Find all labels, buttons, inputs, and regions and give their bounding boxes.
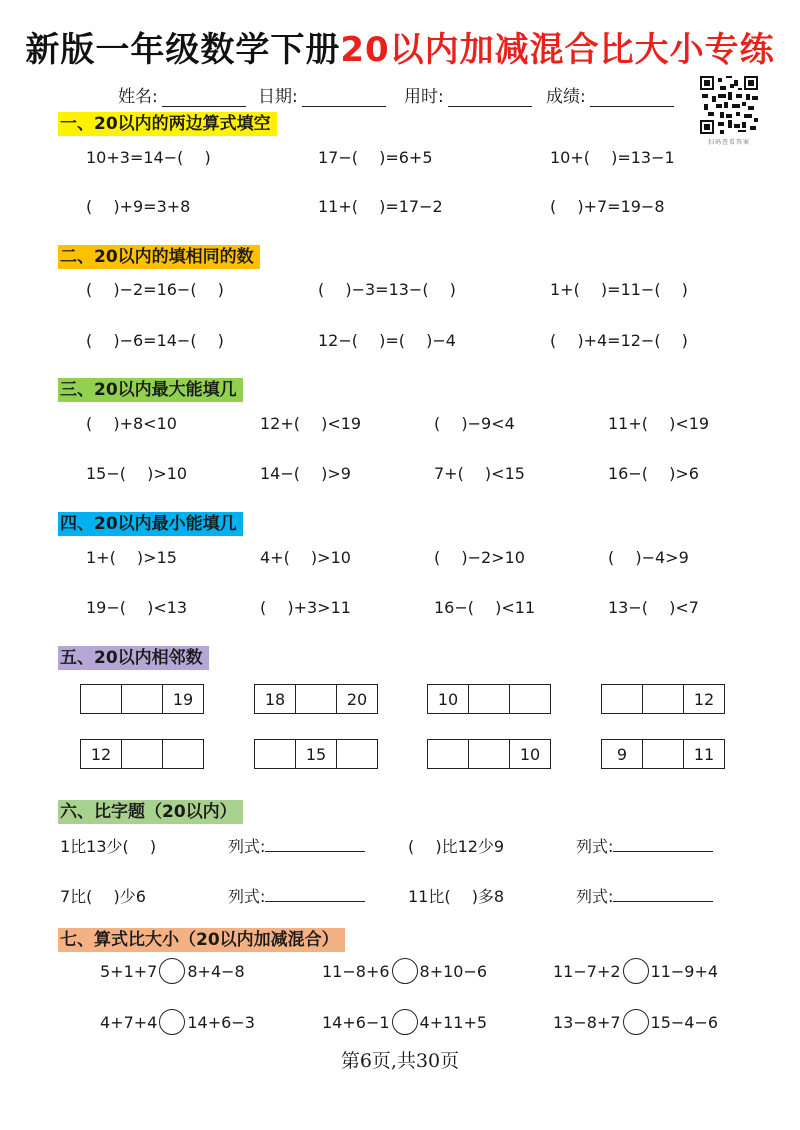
number-box[interactable] <box>295 684 337 714</box>
compare-circle[interactable] <box>623 958 649 984</box>
s3-problem[interactable]: 12+( )<19 <box>260 414 362 433</box>
s2-problem[interactable]: ( )−2=16−( ) <box>86 280 224 299</box>
score-label: 成绩: <box>546 87 586 107</box>
compare-problem <box>100 958 245 984</box>
s2-problem[interactable]: ( )−3=13−( ) <box>318 280 456 299</box>
number-box[interactable]: 20 <box>336 684 378 714</box>
number-box[interactable] <box>468 739 510 769</box>
s1-problem[interactable]: 10+3=14−( ) <box>86 148 211 167</box>
s1-problem[interactable]: 10+( )=13−1 <box>550 148 675 167</box>
date-field[interactable] <box>258 82 386 107</box>
time-field[interactable] <box>404 82 532 107</box>
s4-problem[interactable]: 1+( )>15 <box>86 548 177 567</box>
left-expression: 11−8+6 <box>322 961 390 981</box>
s3-problem[interactable]: ( )−9<4 <box>434 414 515 433</box>
section-5-title: 五、20以内相邻数 <box>58 646 209 670</box>
left-expression: 11−7+2 <box>553 961 621 981</box>
time-label: 用时: <box>404 87 444 107</box>
number-box[interactable]: 15 <box>295 739 337 769</box>
right-expression: 8+10−6 <box>419 961 488 981</box>
qr-caption: 扫码查看答案 <box>707 139 750 146</box>
neighbor-number-group <box>254 739 378 769</box>
student-info-row <box>118 82 718 106</box>
s4-problem[interactable]: 16−( )<11 <box>434 598 536 617</box>
formula-label: 列式: <box>576 887 614 906</box>
neighbor-number-group <box>427 739 551 769</box>
section-6-title: 六、比字题（20以内） <box>58 800 243 824</box>
right-expression: 15−4−6 <box>650 1012 719 1032</box>
formula-field[interactable] <box>228 834 365 857</box>
s3-problem[interactable]: 7+( )<15 <box>434 464 525 483</box>
number-box[interactable]: 12 <box>683 684 725 714</box>
formula-label: 列式: <box>228 887 266 906</box>
left-expression: 4+7+4 <box>100 1012 158 1032</box>
number-box[interactable] <box>427 739 469 769</box>
s1-problem[interactable]: 11+( )=17−2 <box>318 197 443 216</box>
section-3-title: 三、20以内最大能填几 <box>58 378 243 402</box>
section-7-title: 七、算式比大小（20以内加减混合） <box>58 928 345 952</box>
neighbor-number-group <box>80 739 204 769</box>
left-expression: 13−8+7 <box>553 1012 621 1032</box>
number-box[interactable]: 12 <box>80 739 122 769</box>
s6-problem[interactable]: ( )比12少9 <box>408 837 505 856</box>
right-expression: 4+11+5 <box>419 1012 488 1032</box>
s3-problem[interactable]: 15−( )>10 <box>86 464 188 483</box>
compare-circle[interactable] <box>392 1009 418 1035</box>
s6-problem[interactable]: 11比( )多8 <box>408 887 505 906</box>
s4-problem[interactable]: ( )+3>11 <box>260 598 351 617</box>
number-box[interactable]: 11 <box>683 739 725 769</box>
section-1-title: 一、20以内的两边算式填空 <box>58 112 277 136</box>
number-box[interactable]: 18 <box>254 684 296 714</box>
number-box[interactable] <box>642 739 684 769</box>
s2-problem[interactable]: 1+( )=11−( ) <box>550 280 688 299</box>
s3-problem[interactable]: 14−( )>9 <box>260 464 351 483</box>
number-box[interactable] <box>162 739 204 769</box>
number-box[interactable] <box>336 739 378 769</box>
date-label: 日期: <box>258 87 298 107</box>
neighbor-number-group <box>601 739 725 769</box>
number-box[interactable]: 19 <box>162 684 204 714</box>
compare-problem <box>322 1009 487 1035</box>
right-expression: 14+6−3 <box>187 1012 255 1032</box>
formula-field[interactable] <box>576 834 713 857</box>
right-expression: 8+4−8 <box>187 961 245 981</box>
number-box[interactable] <box>509 684 551 714</box>
number-box[interactable] <box>468 684 510 714</box>
worksheet-title <box>0 22 800 71</box>
number-box[interactable] <box>601 684 643 714</box>
name-label: 姓名: <box>118 87 158 107</box>
score-field[interactable] <box>546 82 674 107</box>
number-box[interactable]: 10 <box>509 739 551 769</box>
name-field[interactable] <box>118 82 246 107</box>
title-part-black: 新版一年级数学下册 <box>25 30 341 70</box>
compare-circle[interactable] <box>392 958 418 984</box>
number-box[interactable] <box>254 739 296 769</box>
formula-field[interactable] <box>228 884 365 907</box>
s1-problem[interactable]: 17−( )=6+5 <box>318 148 433 167</box>
section-4-title: 四、20以内最小能填几 <box>58 512 243 536</box>
s4-problem[interactable]: ( )−2>10 <box>434 548 525 567</box>
left-expression: 14+6−1 <box>322 1012 390 1032</box>
page-footer: 第6页,共30页 <box>340 1050 460 1072</box>
formula-label: 列式: <box>228 837 266 856</box>
s1-problem[interactable]: ( )+9=3+8 <box>86 197 191 216</box>
number-box[interactable] <box>121 739 163 769</box>
s4-problem[interactable]: ( )−4>9 <box>608 548 689 567</box>
neighbor-number-group <box>80 684 204 714</box>
number-box[interactable]: 9 <box>601 739 643 769</box>
number-box[interactable] <box>642 684 684 714</box>
compare-problem <box>553 958 718 984</box>
compare-problem <box>322 958 487 984</box>
compare-problem <box>553 1009 718 1035</box>
compare-problem <box>100 1009 255 1035</box>
section-2-title: 二、20以内的填相同的数 <box>58 245 260 269</box>
neighbor-number-group <box>601 684 725 714</box>
right-expression: 11−9+4 <box>650 961 719 981</box>
compare-circle[interactable] <box>623 1009 649 1035</box>
s6-problem[interactable]: 1比13少( ) <box>60 837 157 856</box>
s4-problem[interactable]: 13−( )<7 <box>608 598 699 617</box>
s4-problem[interactable]: 19−( )<13 <box>86 598 188 617</box>
number-box[interactable] <box>121 684 163 714</box>
compare-circle[interactable] <box>159 1009 185 1035</box>
formula-field[interactable] <box>576 884 713 907</box>
qr-code-icon <box>700 76 758 134</box>
number-box[interactable]: 10 <box>427 684 469 714</box>
number-box[interactable] <box>80 684 122 714</box>
s3-problem[interactable]: ( )+8<10 <box>86 414 177 433</box>
s6-problem[interactable]: 7比( )少6 <box>60 887 146 906</box>
s3-problem[interactable]: 16−( )>6 <box>608 464 699 483</box>
s3-problem[interactable]: 11+( )<19 <box>608 414 710 433</box>
s2-problem[interactable]: 12−( )=( )−4 <box>318 331 456 350</box>
s1-problem[interactable]: ( )+7=19−8 <box>550 197 665 216</box>
neighbor-number-group <box>427 684 551 714</box>
left-expression: 5+1+7 <box>100 961 158 981</box>
s2-problem[interactable]: ( )+4=12−( ) <box>550 331 688 350</box>
title-part-red: 20以内加减混合比大小专练 <box>340 30 775 70</box>
compare-circle[interactable] <box>159 958 185 984</box>
neighbor-number-group <box>254 684 378 714</box>
formula-label: 列式: <box>576 837 614 856</box>
s4-problem[interactable]: 4+( )>10 <box>260 548 351 567</box>
s2-problem[interactable]: ( )−6=14−( ) <box>86 331 224 350</box>
